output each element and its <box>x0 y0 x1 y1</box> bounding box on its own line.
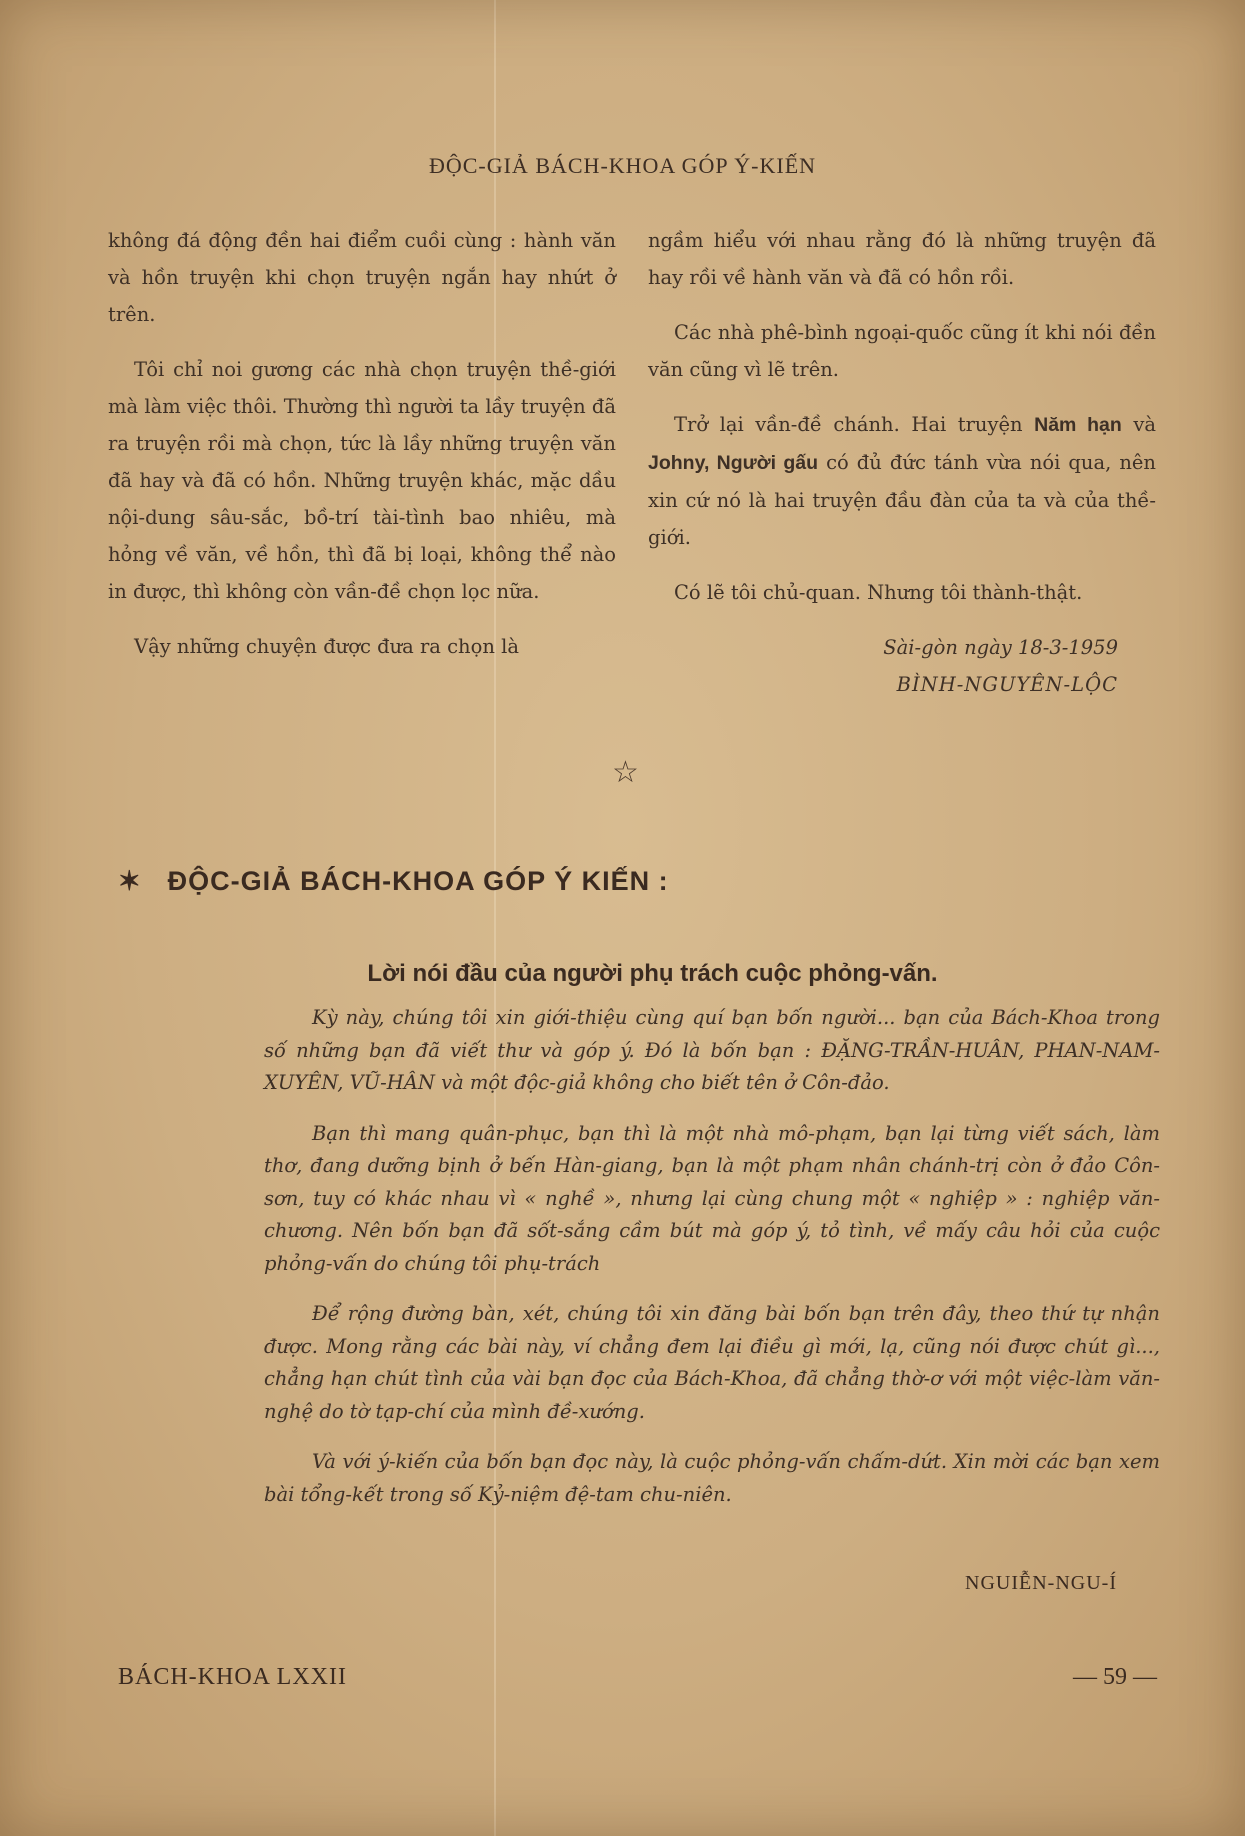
story-title-johny: Johny, Người gấu <box>648 452 819 474</box>
right-column <box>648 222 1156 703</box>
right-paragraph-2: Các nhà phê-bình ngoại-quốc cũng ít khi nói đền văn cũng vì lẽ trên. <box>648 321 1156 381</box>
signature-date: Sài-gòn ngày 18-3-1959 <box>883 636 1118 659</box>
intro-title: Lời nói đầu của người phụ trách cuộc phỏng-vấn. <box>367 960 938 987</box>
right-paragraph-1: ngầm hiểu với nhau rằng đó là những truyện đã hay rồi về hành văn và đã có hồn rồi. <box>648 229 1156 289</box>
section-heading-text: ĐỘC-GIẢ BÁCH-KHOA GÓP Ý KIẾN : <box>167 866 669 896</box>
intro-signature: NGUIỄN-NGU-Í <box>965 1572 1117 1594</box>
section-heading <box>118 866 669 897</box>
intro-block <box>264 1002 1160 1529</box>
left-paragraph-1: không đá động đền hai điểm cuồi cùng : hành văn và hồn truyện khi chọn truyện ngắn hay nhứt ở trên. <box>108 229 616 326</box>
running-head: ĐỘC-GIẢ BÁCH-KHOA GÓP Ý-KIẾN <box>428 153 817 178</box>
right-paragraph-3 <box>648 406 1156 556</box>
right-paragraph-3-b: và <box>1121 413 1157 436</box>
intro-paragraph-2: Bạn thì mang quân-phục, bạn thì là một nhà mô-phạm, bạn lại từng viết sách, làm thơ, đang dưỡng bịnh ở bến Hàn-giang, bạn là một phạm nhân chánh-trị còn ở đảo Côn-sơn, tuy có khác nhau vì « nghề », nhưng lại cùng chung một « nghiệp » : nghiệp văn-chương. Nên bốn bạn đã sốt-sắng cầm bút mà góp ý, tỏ tình, về mấy câu hỏi của cuộc phỏng-vấn do chúng tôi phụ-trách <box>264 1121 1160 1275</box>
intro-paragraph-4: Và với ý-kiến của bốn bạn đọc này, là cuộc phỏng-vấn chấm-dứt. Xin mời các bạn xem bài tổng-kết trong số Kỷ-niệm đệ-tam chu-niên. <box>264 1450 1160 1506</box>
intro-paragraph-3: Để rộng đường bàn, xét, chúng tôi xin đăng bài bốn bạn trên đây, theo thứ tự nhận được. Mong rằng các bài này, ví chẳng đem lại điều gì mới, lạ, cũng nói được chút gì..., chẳng hạn chút tình của vài bạn đọc của Bách-Khoa, đã chẳng thờ-ơ với một việc-làm văn-nghệ do tờ tạp-chí của mình đề-xướng. <box>264 1302 1160 1423</box>
story-title-nam-han: Năm hạn <box>1034 414 1122 436</box>
right-paragraph-3-a: Trở lại vần-đề chánh. Hai truyện <box>674 413 1035 436</box>
asterisk-mark-icon: ✶ <box>118 866 142 896</box>
left-column <box>108 222 616 683</box>
signature-author: BÌNH-NGUYÊN-LỘC <box>896 673 1118 696</box>
right-paragraph-3-c: có đủ đức tánh vừa nói qua, nên xin cứ nó là hai truyện đầu đàn của ta và của thề-giới. <box>648 451 1156 549</box>
footer-page-number: — 59 — <box>1073 1664 1157 1690</box>
star-ornament-icon: ☆ <box>612 755 639 790</box>
left-paragraph-3: Vậy những chuyện được đưa ra chọn là <box>134 635 519 658</box>
left-paragraph-2: Tôi chỉ noi gương các nhà chọn truyện thề-giới mà làm việc thôi. Thường thì người ta lầy truyện đã ra truyện rồi mà chọn, tức là lầy những truyện văn đã hay và đã có hồn. Những truyện khác, mặc dầu nội-dung sâu-sắc, bồ-trí tài-tình bao nhiêu, mà hỏng về văn, về hồn, thì đã bị loại, không thể nào in được, thì không còn vần-đề chọn lọc nữa. <box>108 358 616 603</box>
footer-publication: BÁCH-KHOA LXXII <box>118 1664 347 1690</box>
right-paragraph-4: Có lẽ tôi chủ-quan. Nhưng tôi thành-thật. <box>674 581 1083 604</box>
intro-paragraph-1: Kỳ này, chúng tôi xin giới-thiệu cùng quí bạn bốn người... bạn của Bách-Khoa trong số những bạn đã viết thư và góp ý. Đó là bốn bạn : ĐẶNG-TRẦN-HUÂN, PHAN-NAM-XUYÊN, VŨ-HÂN và một độc-giả không cho biết tên ở Côn-đảo. <box>264 1006 1160 1094</box>
